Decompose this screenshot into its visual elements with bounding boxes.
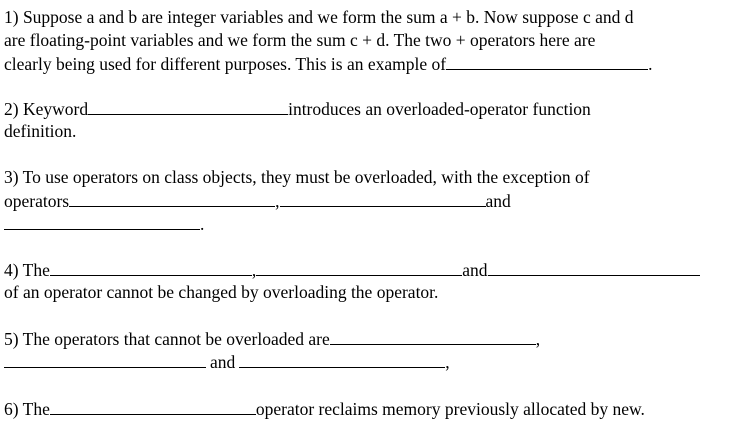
answer-blank-5a[interactable]: [330, 327, 536, 345]
question-6: [4, 397, 645, 420]
question-4-and: and: [462, 260, 488, 280]
question-2-line-2: definition.: [4, 121, 77, 141]
answer-blank-5c[interactable]: [239, 350, 445, 368]
question-5-comma: ,: [535, 329, 541, 349]
question-4: [4, 258, 700, 304]
question-1: [4, 6, 652, 75]
question-3-comma: ,: [275, 191, 280, 211]
question-2-text-before: 2) Keyword: [4, 99, 89, 119]
question-5-comma-2: ,: [445, 352, 450, 372]
question-1-line-2: are floating-point variables and we form the sum c + d. The two + operators here are: [4, 30, 596, 50]
question-3-line-2: [4, 189, 590, 212]
question-2-line-1: [4, 97, 591, 120]
answer-blank-4b[interactable]: [256, 258, 462, 276]
question-5-and: and: [210, 352, 236, 372]
question-4-line-1: [4, 258, 700, 281]
question-5-text-before: 5) The operators that cannot be overloaded are: [4, 329, 330, 349]
question-5: [4, 327, 540, 373]
answer-blank-6[interactable]: [50, 397, 256, 415]
question-1-line-1: 1) Suppose a and b are integer variables and we form the sum a + b. Now suppose c and d: [4, 7, 634, 27]
question-5-line-2: [4, 350, 540, 373]
question-1-line-3-text: clearly being used for different purposes. This is an example of: [4, 54, 447, 74]
answer-blank-3a[interactable]: [69, 189, 275, 207]
question-3: [4, 166, 590, 235]
question-6-line-1: [4, 397, 645, 420]
answer-blank-5b[interactable]: [4, 350, 206, 368]
question-3-period: .: [200, 214, 205, 234]
question-6-text-after: operator reclaims memory previously allocated by new.: [255, 399, 645, 419]
question-4-comma: ,: [251, 260, 257, 280]
question-2: [4, 97, 591, 143]
answer-blank-4a[interactable]: [50, 258, 252, 276]
answer-blank-3b[interactable]: [280, 189, 486, 207]
question-4-text-before: 4) The: [4, 260, 50, 280]
question-3-text-before: operators: [4, 191, 70, 211]
question-1-period: .: [648, 54, 653, 74]
question-5-line-1: [4, 327, 540, 350]
question-3-and: and: [485, 191, 511, 211]
question-4-line-2: of an operator cannot be changed by overloading the operator.: [4, 282, 439, 302]
answer-blank-2[interactable]: [88, 97, 288, 115]
question-3-line-1: 3) To use operators on class objects, they must be overloaded, with the exception of: [4, 167, 590, 187]
answer-blank-3c[interactable]: [4, 212, 200, 230]
question-6-text-before: 6) The: [4, 399, 50, 419]
question-1-line-3: [4, 52, 652, 75]
answer-blank-1[interactable]: [446, 52, 648, 70]
question-2-text-after: introduces an overloaded-operator function: [288, 99, 591, 119]
question-3-line-3: [4, 212, 590, 235]
answer-blank-4c[interactable]: [488, 258, 700, 276]
